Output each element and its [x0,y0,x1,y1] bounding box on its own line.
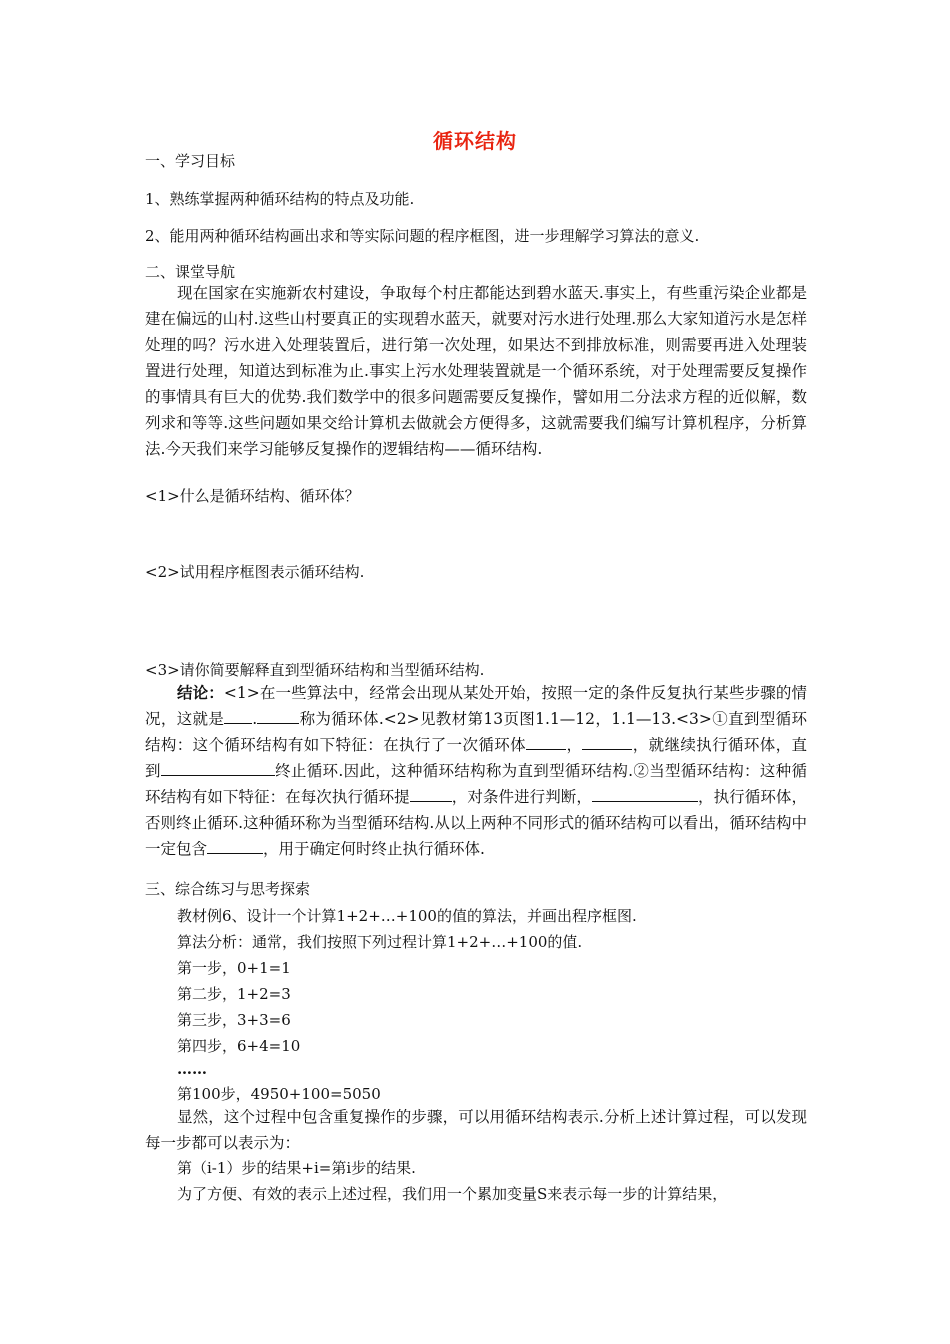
intro-text: 现在国家在实施新农村建设，争取每个村庄都能达到碧水蓝天.事实上，有些重污染企业都是建在偏远的山村.这些山村要真正的实现碧水蓝天，就要对污水进行处理.那么大家知道污水是怎样处理的吗？污水进入处理装置后，进行第一次处理，如果达不到排放标准，则需要再进入处理装置进行处理，知道达到标准为止.事实上污水处理装置就是一个循环系统，对于处理需要反复操作的事情具有巨大的优势.我们数学中的很多问题需要反复操作，譬如用二分法求方程的近似解，数列求和等等.这些问题如果交给计算机去做就会方便得多，这就需要我们编写计算机程序，分析算法.今天我们来学习能够反复操作的逻辑结构——循环结构. [145,284,807,458]
section-heading-goals: 一、学习目标 [145,152,236,170]
page-title: 循环结构 [433,129,517,153]
conclusion-part-i: ，用于确定何时终止执行循环体. [263,840,485,858]
conclusion-part-a: <1>在一些算法中，经常会出现从某处开始，按照一定的条件反复执行某些步骤的情况，这就是 [145,684,807,728]
conclusion-part-f: 终止循环.因此，这种循环结构称为直到型循环结构.②当型循环结构：这种循环结构有如下特征：在每次执行循环提 [145,762,807,806]
section-heading-guide: 二、课堂导航 [145,263,236,281]
obvious-text: 显然，这个过程中包含重复操作的步骤，可以用循环结构表示.分析上述计算过程，可以发现每一步都可以表示为： [145,1108,807,1152]
step-4: 第四步，6+4=10 [177,1037,301,1055]
fill-blank-1[interactable] [224,709,252,724]
question-1: <1>什么是循环结构、循环体？ [145,487,360,505]
goal-item-2: 2、能用两种循环结构画出求和等实际问题的程序框图，进一步理解学习算法的意义. [145,227,700,245]
fill-blank-6[interactable] [410,787,452,802]
fill-blank-5[interactable] [161,761,275,776]
intro-paragraph [145,280,807,462]
fill-blank-3[interactable] [526,735,566,750]
algorithm-analysis: 算法分析：通常，我们按照下列过程计算1+2+…+100的值. [177,933,583,951]
fill-blank-7[interactable] [592,787,698,802]
obvious-paragraph [145,1104,807,1156]
step-3: 第三步，3+3=6 [177,1011,291,1029]
section-heading-practice: 三、综合练习与思考探索 [145,880,311,898]
conclusion-part-h: ，执行循环体，否则终止循环.这种循环称为当型循环结构.从以上两种不同形式的循环结构可以看出，循环结构中一定包含 [145,788,807,858]
step-ellipsis: …… [177,1060,207,1078]
formula-line: 第（i-1）步的结果+i=第i步的结果. [177,1159,416,1177]
conclusion-text [145,680,807,862]
conclusion-part-e: ，就继续执行循环体，直到 [145,736,807,780]
conclusion-label: 结论： [177,683,224,702]
step-2: 第二步，1+2=3 [177,985,291,1003]
fill-blank-2[interactable] [257,709,299,724]
conclusion-part-b: . [252,710,258,728]
step-1: 第一步，0+1=1 [177,959,291,977]
fill-blank-4[interactable] [582,735,632,750]
fill-blank-8[interactable] [207,839,263,854]
step-100: 第100步，4950+100=5050 [177,1085,381,1103]
conclusion-part-g: ，对条件进行判断， [451,788,592,806]
conclusion-part-d: ， [566,736,583,754]
example-statement: 教材例6、设计一个计算1+2+…+100的值的算法，并画出程序框图. [177,907,637,925]
conclusion-part-c: 称为循环体.<2>见教材第13页图1.1—12，1.1—13.<3>①直到型循环结构：这个循环结构有如下特征：在执行了一次循环体 [145,710,807,754]
question-3: <3>请你简要解释直到型循环结构和当型循环结构. [145,661,485,679]
question-2: <2>试用程序框图表示循环结构. [145,563,365,581]
last-line: 为了方便、有效的表示上述过程，我们用一个累加变量S来表示每一步的计算结果， [177,1185,728,1203]
goal-item-1: 1、熟练掌握两种循环结构的特点及功能. [145,190,415,208]
conclusion-paragraph [145,680,807,862]
